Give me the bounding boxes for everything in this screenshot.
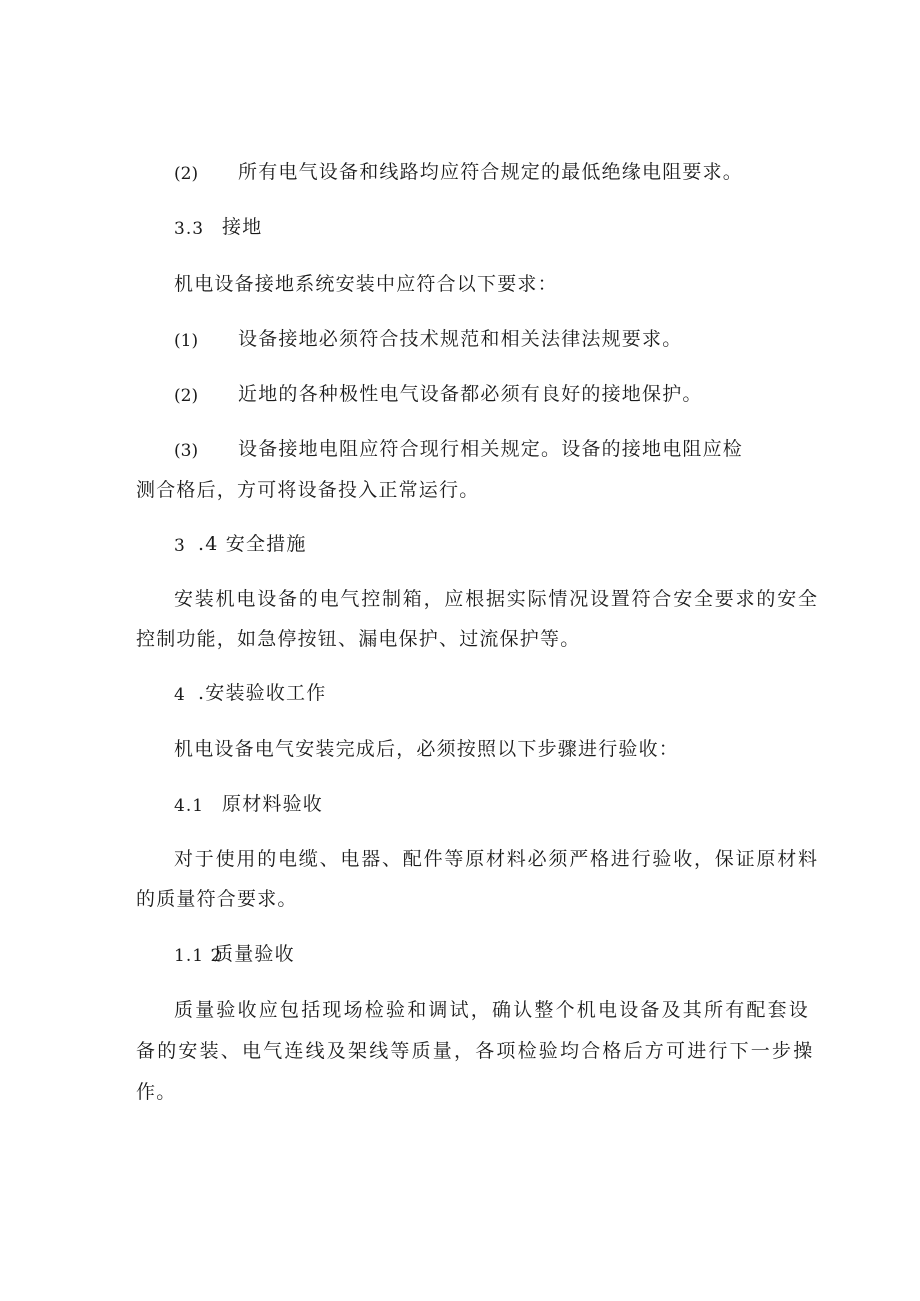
paragraph-line: 质量验收应包括现场检验和调试，确认整个机电设备及其所有配套设 <box>174 999 811 1021</box>
section-number: 4.1 <box>174 796 205 816</box>
paragraph-line: 安装机电设备的电气控制箱，应根据实际情况设置符合安全要求的安全 <box>174 588 819 610</box>
list-text: 近地的各种极性电气设备都必须有良好的接地保护。 <box>238 383 703 405</box>
section-title: 原材料验收 <box>222 793 324 815</box>
acceptance-intro: 机电设备电气安装完成后，必须按照以下步骤进行验收： <box>174 738 680 760</box>
paragraph-line: 备的安装、电气连线及架线等质量，各项检验均合格后方可进行下一步操 <box>136 1040 815 1062</box>
list-text: 设备接地电阻应符合现行相关规定。设备的接地电阻应检 <box>238 438 744 460</box>
section-number: 3.3 <box>174 219 205 239</box>
section-title: 接地 <box>222 216 263 238</box>
paragraph-line: 控制功能，如急停按钮、漏电保护、过流保护等。 <box>136 628 581 650</box>
section-number: 1.1 2 <box>174 946 223 966</box>
list-number: (3) <box>174 441 199 461</box>
section-number: 3 <box>174 536 186 556</box>
list-text: 所有电气设备和线路均应符合规定的最低绝缘电阻要求。 <box>238 161 744 183</box>
paragraph-line: 的质量符合要求。 <box>136 888 298 910</box>
list-text: 设备接地必须符合技术规范和相关法律法规要求。 <box>238 328 683 350</box>
paragraph-line: 对于使用的电缆、电器、配件等原材料必须严格进行验收，保证原材料 <box>174 848 819 870</box>
list-text-continuation: 测合格后，方可将设备投入正常运行。 <box>136 479 480 501</box>
section-title: 质量验收 <box>214 943 295 965</box>
list-number: (1) <box>174 331 199 351</box>
list-number: (2) <box>174 386 199 406</box>
paragraph-line: 作。 <box>136 1081 177 1103</box>
list-number: (2) <box>174 164 199 184</box>
section-title: .4 安全措施 <box>198 533 307 555</box>
section-number: 4 <box>174 685 186 705</box>
section-title: .安装验收工作 <box>198 682 327 704</box>
grounding-intro: 机电设备接地系统安装中应符合以下要求： <box>174 273 558 295</box>
